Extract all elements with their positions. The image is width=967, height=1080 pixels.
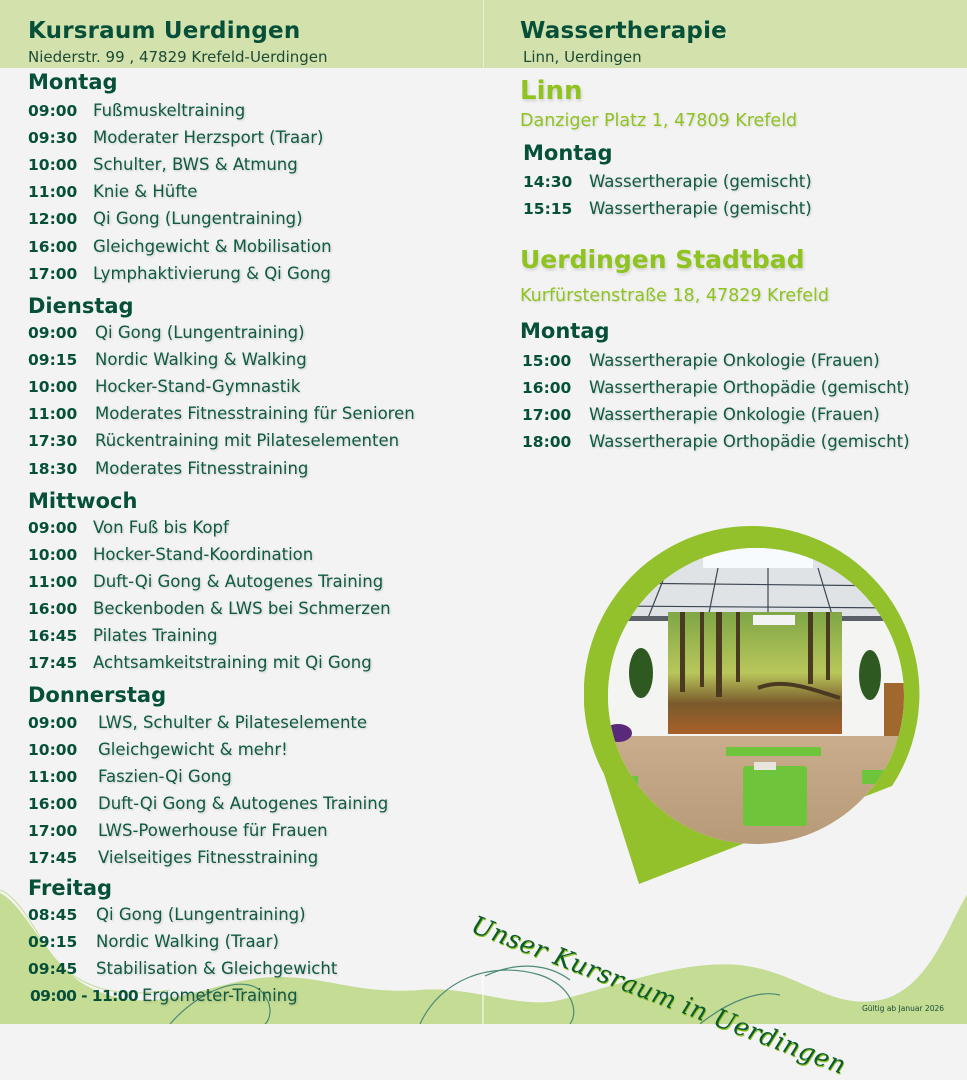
day-heading-linn-montag: Montag bbox=[523, 141, 613, 165]
schedule-row: 16:00 Gleichgewicht & Mobilisation bbox=[28, 237, 332, 256]
schedule-row: 09:00 Fußmuskeltraining bbox=[28, 101, 246, 120]
schedule-row: 15:00 Wassertherapie Onkologie (Frauen) bbox=[522, 351, 880, 370]
schedule-row: 09:45 Stabilisation & Gleichgewicht bbox=[28, 959, 338, 978]
schedule-row: 10:00 Hocker-Stand-Koordination bbox=[28, 545, 314, 564]
schedule-row: 15:15 Wassertherapie (gemischt) bbox=[523, 199, 812, 218]
schedule-row: 11:00 Knie & Hüfte bbox=[28, 182, 198, 201]
day-heading-donnerstag: Donnerstag bbox=[28, 683, 167, 707]
schedule-row: 09:30 Moderater Herzsport (Traar) bbox=[28, 128, 324, 147]
kursraum-title: Kursraum Uerdingen bbox=[28, 18, 301, 44]
schedule-row: 09:00 Von Fuß bis Kopf bbox=[28, 518, 229, 537]
schedule-row: 16:00 Wassertherapie Orthopädie (gemischt) bbox=[522, 378, 910, 397]
day-heading-dienstag: Dienstag bbox=[28, 294, 134, 318]
wassertherapie-subtitle: Linn, Uerdingen bbox=[523, 48, 642, 66]
schedule-row: 17:00 Lymphaktivierung & Qi Gong bbox=[28, 264, 331, 283]
schedule-row: 17:00 LWS-Powerhouse für Frauen bbox=[28, 821, 328, 840]
photo-caption: Unser Kursraum in Uerdingen bbox=[467, 910, 851, 1080]
schedule-row: 10:00 Schulter, BWS & Atmung bbox=[28, 155, 298, 174]
schedule-row: 11:00 Faszien-Qi Gong bbox=[28, 767, 232, 786]
schedule-row: 11:00 Duft-Qi Gong & Autogenes Training bbox=[28, 572, 384, 591]
schedule-row: 09:15 Nordic Walking (Traar) bbox=[28, 932, 279, 951]
schedule-row: 10:00 Hocker-Stand-Gymnastik bbox=[28, 377, 301, 396]
schedule-row: 10:00 Gleichgewicht & mehr! bbox=[28, 740, 288, 759]
schedule-row: 14:30 Wassertherapie (gemischt) bbox=[523, 172, 812, 191]
day-heading-stadtbad-montag: Montag bbox=[520, 319, 610, 343]
location-title-stadtbad: Uerdingen Stadtbad bbox=[520, 245, 805, 274]
location-address-linn: Danziger Platz 1, 47809 Krefeld bbox=[520, 111, 798, 131]
schedule-row: 17:00 Wassertherapie Onkologie (Frauen) bbox=[522, 405, 880, 424]
schedule-row: 16:45 Pilates Training bbox=[28, 626, 218, 645]
schedule-row: 09:00 - 11:00 Ergometer-Training bbox=[30, 986, 298, 1005]
schedule-row: 17:45 Achtsamkeitstraining mit Qi Gong bbox=[28, 653, 372, 672]
day-heading-freitag: Freitag bbox=[28, 876, 113, 900]
schedule-row: 12:00 Qi Gong (Lungentraining) bbox=[28, 209, 303, 228]
validity-note: Gültig ab Januar 2026 bbox=[862, 1004, 945, 1013]
day-heading-mittwoch: Mittwoch bbox=[28, 489, 138, 513]
schedule-row: 18:00 Wassertherapie Orthopädie (gemischt) bbox=[522, 432, 910, 451]
schedule-row: 18:30 Moderates Fitnesstraining bbox=[28, 459, 309, 478]
schedule-row: 16:00 Beckenboden & LWS bei Schmerzen bbox=[28, 599, 391, 618]
schedule-row: 17:45 Vielseitiges Fitnesstraining bbox=[28, 848, 319, 867]
location-address-stadtbad: Kurfürstenstraße 18, 47829 Krefeld bbox=[520, 286, 830, 306]
room-illustration bbox=[608, 548, 904, 844]
schedule-row: 09:15 Nordic Walking & Walking bbox=[28, 350, 307, 369]
schedule-row: 09:00 LWS, Schulter & Pilateselemente bbox=[28, 713, 368, 732]
location-title-linn: Linn bbox=[520, 76, 583, 106]
kursraum-photo bbox=[608, 548, 904, 844]
kursraum-address: Niederstr. 99 , 47829 Krefeld-Uerdingen bbox=[28, 48, 328, 66]
day-heading-montag: Montag bbox=[28, 70, 118, 94]
wassertherapie-title: Wassertherapie bbox=[520, 18, 727, 44]
schedule-row: 08:45 Qi Gong (Lungentraining) bbox=[28, 905, 306, 924]
schedule-row: 11:00 Moderates Fitnesstraining für Senioren bbox=[28, 404, 415, 423]
schedule-row: 17:30 Rückentraining mit Pilateselementen bbox=[28, 431, 400, 450]
schedule-row: 16:00 Duft-Qi Gong & Autogenes Training bbox=[28, 794, 389, 813]
schedule-row: 09:00 Qi Gong (Lungentraining) bbox=[28, 323, 305, 342]
